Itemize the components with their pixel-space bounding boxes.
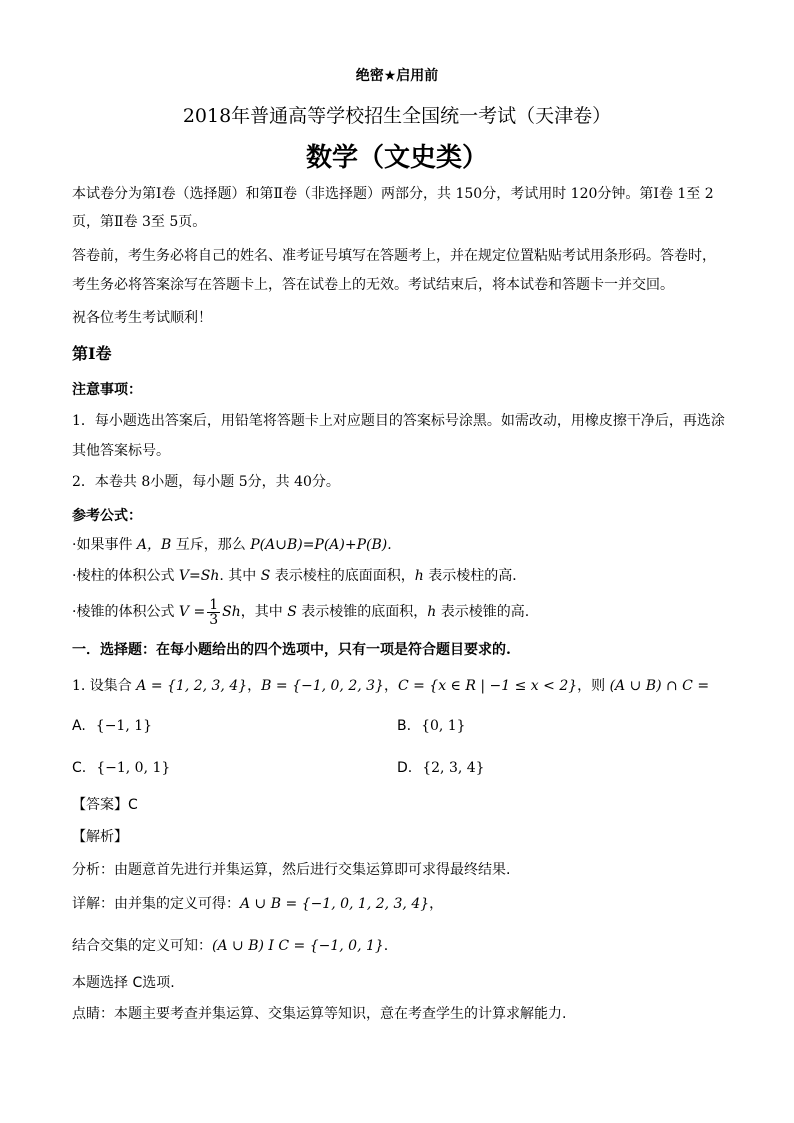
answer: 【答案】C bbox=[72, 797, 138, 813]
formula-3-numerator: 1 bbox=[209, 596, 219, 613]
formula-3-post-2: 表示棱锥的底面积， bbox=[296, 604, 428, 620]
subject-title: 数学（文史类） bbox=[305, 143, 488, 173]
formula-2-post-3: 表示棱柱的高． bbox=[423, 568, 527, 584]
volume-title: 第Ⅰ卷 bbox=[72, 344, 112, 363]
formula-2-prefix: ·棱柱的体积公式 bbox=[72, 568, 179, 584]
formula-3-denominator: 3 bbox=[209, 611, 219, 628]
option-c-value: {−1, 0, 1} bbox=[96, 760, 171, 776]
formula-3-sh: Sh bbox=[222, 604, 241, 620]
formula-1 bbox=[72, 535, 722, 555]
formula-2 bbox=[72, 566, 722, 586]
formulas-title: 参考公式： bbox=[72, 508, 142, 524]
detail-line bbox=[72, 894, 722, 914]
option-a-value: {−1, 1} bbox=[95, 718, 153, 734]
formula-1-vars: A，B bbox=[136, 537, 172, 553]
formula-2-post-2: 表示棱柱的底面面积， bbox=[270, 568, 415, 584]
intro-paragraph-2-line-2: 考生务必将答案涂写在答题卡上，答在试卷上的无效。考试结束后，将本试卷和答题卡一并交回。 bbox=[72, 277, 674, 293]
formula-1-expression: P(A∪B)=P(A)+P(B). bbox=[250, 537, 392, 553]
question-1-stem bbox=[72, 676, 722, 696]
intro-paragraph-1-line-2: 页，第Ⅱ卷 3至 5页。 bbox=[72, 214, 207, 230]
note-1-line-2: 其他答案标号。 bbox=[72, 443, 170, 459]
option-c[interactable] bbox=[72, 758, 170, 778]
formula-1-prefix: ·如果事件 bbox=[72, 537, 137, 553]
choice-line: 本题选择 C选项. bbox=[72, 975, 175, 991]
question-1-set-a: A = {1, 2, 3, 4} bbox=[136, 678, 248, 694]
note-1-line-1: 1．每小题选出答案后，用铅笔将答题卡上对应题目的答案标号涂黑。如需改动，用橡皮擦干净后，再选涂 bbox=[72, 413, 725, 429]
formula-2-post: . 其中 bbox=[219, 568, 261, 584]
exam-title: 2018年普通高等学校招生全国统一考试（天津卷） bbox=[182, 105, 612, 127]
secret-label: 绝密★启用前 bbox=[355, 68, 439, 84]
intro-paragraph-2-line-1: 答卷前，考生务必将自己的姓名、准考证号填写在答题考上，并在规定位置粘贴考试用条形码。答卷时， bbox=[72, 248, 716, 264]
option-c-label: C. bbox=[72, 760, 87, 776]
question-1-prefix: 1. 设集合 bbox=[72, 678, 137, 694]
analysis-title: 【解析】 bbox=[72, 829, 128, 845]
question-1-expression: (A ∪ B) ∩ C = bbox=[609, 678, 710, 694]
option-d-label: D. bbox=[397, 760, 413, 776]
question-1-sep-1: ， bbox=[247, 678, 262, 694]
formula-3 bbox=[72, 596, 722, 628]
formula-3-post-3: 表示棱锥的高. bbox=[436, 604, 530, 620]
analysis-text: 分析：由题意首先进行并集运算，然后进行交集运算即可求得最终结果. bbox=[72, 862, 511, 878]
option-d[interactable] bbox=[397, 758, 485, 778]
question-1-sep-2: ， bbox=[383, 678, 398, 694]
intersection-prefix: 结合交集的定义可知： bbox=[72, 938, 212, 954]
option-a[interactable] bbox=[72, 716, 152, 736]
formula-2-expression: V=Sh bbox=[178, 568, 220, 584]
question-1-set-c: C = {x ∈ R | −1 ≤ x < 2} bbox=[397, 678, 578, 694]
detail-prefix: 详解：由并集的定义可得： bbox=[72, 896, 240, 912]
detail-post: ， bbox=[429, 896, 444, 912]
option-d-value: {2, 3, 4} bbox=[422, 760, 485, 776]
intro-paragraph-3: 祝各位考生考试顺利！ bbox=[72, 310, 212, 326]
option-b-label: B. bbox=[397, 718, 412, 734]
formula-3-prefix: ·棱锥的体积公式 bbox=[72, 604, 179, 620]
formula-3-v: V = bbox=[178, 604, 206, 620]
formula-3-var-s: S bbox=[287, 604, 297, 620]
intersection-line bbox=[72, 936, 722, 956]
option-b-value: {0, 1} bbox=[421, 718, 466, 734]
option-a-label: A. bbox=[72, 718, 86, 734]
formula-3-var-h: h bbox=[427, 604, 437, 620]
section-1-title: 一．选择题：在每小题给出的四个选项中，只有一项是符合题目要求的. bbox=[72, 642, 511, 658]
question-1-sep-3: ，则 bbox=[577, 678, 610, 694]
formula-1-mid: 互斥，那么 bbox=[171, 537, 251, 553]
formula-2-var-s: S bbox=[260, 568, 271, 584]
intro-paragraph-1-line-1: 本试卷分为第Ⅰ卷（选择题）和第Ⅱ卷（非选择题）两部分，共 150分，考试用时 120分钟。第Ⅰ卷 1至 2 bbox=[72, 186, 714, 202]
notes-title: 注意事项： bbox=[72, 382, 142, 398]
intersection-post: . bbox=[383, 938, 389, 954]
formula-3-fraction bbox=[207, 598, 220, 627]
comment-line: 点睛：本题主要考查并集运算、交集运算等知识，意在考查学生的计算求解能力. bbox=[72, 1006, 567, 1022]
detail-expression: A ∪ B = {−1, 0, 1, 2, 3, 4} bbox=[240, 896, 430, 912]
formula-3-post: ，其中 bbox=[240, 604, 288, 620]
option-b[interactable] bbox=[397, 716, 466, 736]
formula-2-var-h: h bbox=[414, 568, 424, 584]
question-1-set-b: B = {−1, 0, 2, 3} bbox=[261, 678, 384, 694]
note-2: 2．本卷共 8小题，每小题 5分，共 40分。 bbox=[72, 474, 340, 490]
intersection-expression: (A ∪ B) I C = {−1, 0, 1} bbox=[212, 938, 384, 954]
